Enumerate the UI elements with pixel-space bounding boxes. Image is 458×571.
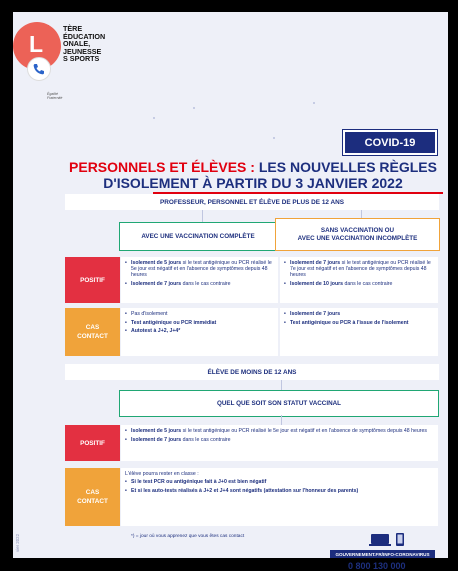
phone-icon: [32, 62, 46, 76]
decor-dot: [153, 117, 155, 119]
section-heading-over-12: PROFESSEUR, PERSONNEL ET ÉLÈVE DE PLUS DE 12 ANS: [65, 194, 439, 210]
ministry-name: TÈRE ÉDUCATION ONALE, JEUNESSE S SPORTS: [63, 24, 106, 64]
cell-contact-unvaccinated: • Isolement de 7 jours • Test antigénique ou PCR à l'issue de l'isolement: [280, 308, 438, 356]
cell-contact-under-12: L'élève pourra rester en classe : • Si le test PCR ou antigénique fait à J+0 est bien négatif • Et si les auto-tests réalisés à J+2 et J+4 sont négatifs (attestation sur l'honneur des parents): [121, 468, 438, 526]
column-all-status: QUEL QUE SOIT SON STATUT VACCINAL: [119, 390, 439, 417]
poster: [13, 12, 448, 571]
devices-icon: [369, 533, 409, 547]
label-positif-under-12: POSITIF: [65, 425, 120, 461]
label-cas-contact-under-12: CAS CONTACT: [65, 468, 120, 526]
connector-line: [202, 210, 203, 222]
decor-dot: [273, 137, 275, 139]
hotline-number: 0 800 130 000: [348, 561, 406, 571]
column-vaccinated: AVEC UNE VACCINATION COMPLÈTE: [119, 222, 277, 251]
call-icon[interactable]: [27, 57, 51, 81]
cell-positif-vaccinated: • Isolement de 5 jours si le test antigénique ou PCR réalisé le 5e jour est négatif et en l'absence de symptômes depuis 48 heures • Isolement de 7 jours dans le cas contraire: [121, 257, 278, 303]
decor-dot: [313, 102, 315, 104]
cell-positif-unvaccinated: • Isolement de 7 jours si le test antigénique ou PCR réalisé le 7e jour est négatif et en l'absence de symptômes depuis 48 heures • Isolement de 10 jours dans le cas contraire: [280, 257, 438, 303]
covid-badge: COVID-19: [343, 130, 437, 155]
column-unvaccinated: SANS VACCINATION OU AVEC UNE VACCINATION INCOMPLÈTE: [275, 218, 440, 251]
footnote: *) = jour où vous apprenez que vous êtes cas contact: [131, 534, 245, 539]
section-heading-under-12: ÉLÈVE DE MOINS DE 12 ANS: [65, 364, 439, 380]
connector-line: [281, 415, 282, 425]
decor-dot: [193, 107, 195, 109]
connector-line: [281, 380, 282, 390]
label-positif: POSITIF: [65, 257, 120, 303]
page-title: PERSONNELS ET ÉLÈVES : LES NOUVELLES RÈGLES D'ISOLEMENT À PARTIR DU 3 JANVIER 2022: [69, 159, 437, 191]
side-date: vier 2022: [15, 533, 20, 552]
republic-motto: Égalité Fraternité: [47, 92, 63, 100]
app-logo-letter: L: [29, 31, 44, 57]
label-cas-contact: CAS CONTACT: [65, 308, 120, 356]
cell-contact-vaccinated: • Pas d'isolement • Test antigénique ou PCR immédiat • Autotest à J+2, J+4*: [121, 308, 278, 356]
cell-positif-under-12: • Isolement de 5 jours si le test antigénique ou PCR réalisé le 5e jour est négatif et en l'absence de symptômes depuis 48 heures • Isolement de 7 jours dans le cas contraire: [121, 425, 438, 461]
government-website: GOUVERNEMENT.FR/INFO-CORONAVIRUS: [330, 550, 435, 558]
